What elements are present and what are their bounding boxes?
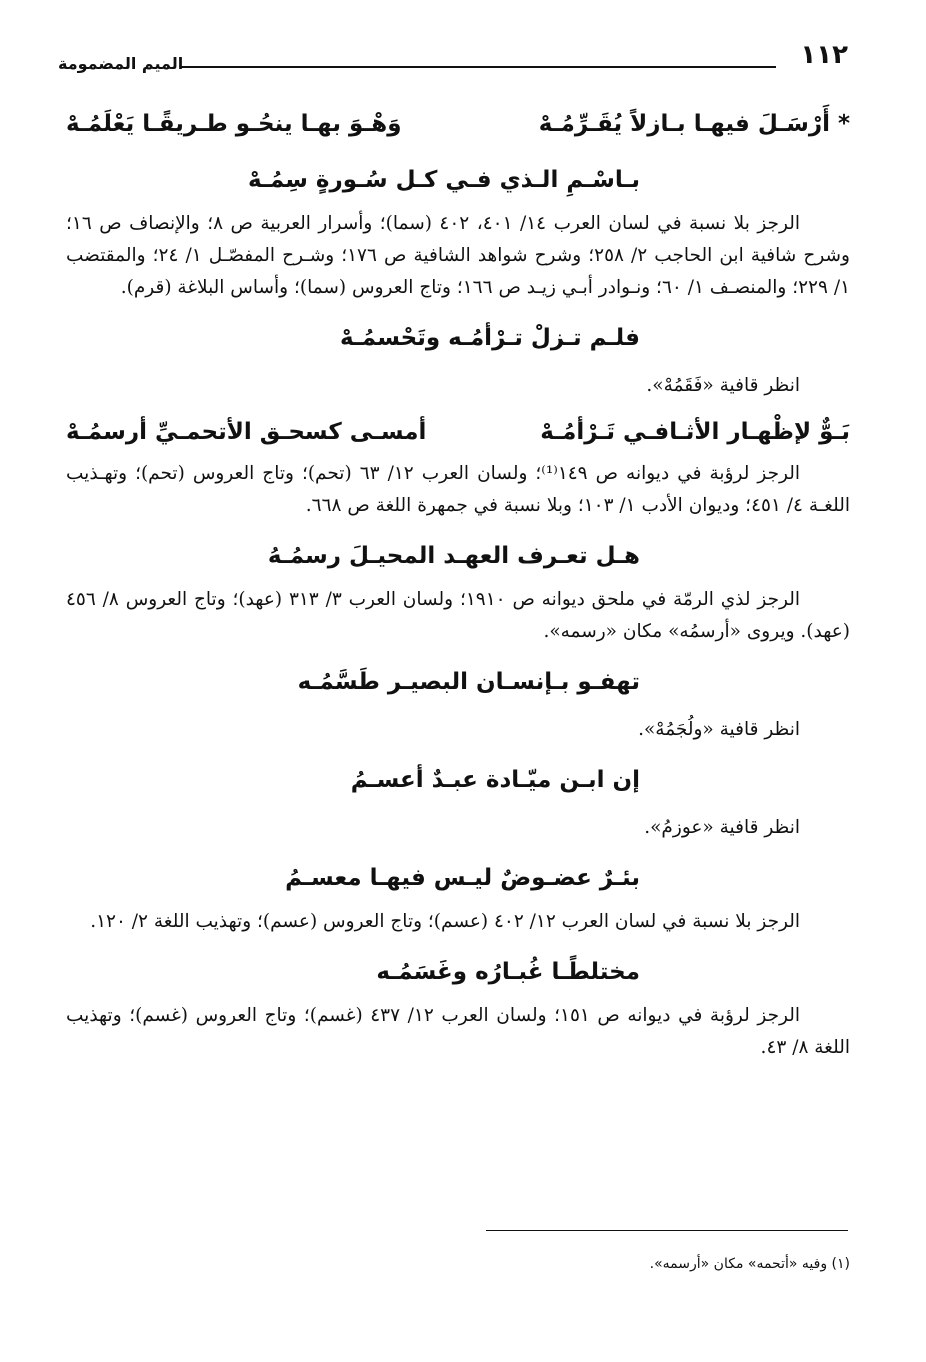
page-number: ١١٢	[800, 40, 848, 70]
page-content	[66, 102, 850, 1064]
hemistich-left: وَهْـوَ بهـا ينحُـو طـريقًـا يَعْلَمُـهْ	[66, 111, 402, 137]
verse-line	[66, 102, 850, 146]
entry	[66, 410, 850, 522]
commentary: انظر قافية «ولُجَمُهْ».	[638, 719, 800, 740]
entry	[66, 660, 850, 746]
commentary: الرجز بلا نسبة في لسان العرب ١٤/ ٤٠١، ٤٠٢ (سما)؛ وأسرار العربية ص ٨؛ والإنصاف ص ١٦؛ وشرح شافية ابن الحاجب ٢/ ٢٥٨؛ وشرح شواهد الشافية ص ١٧٦؛ وشـرح المفصّـل ١/ ٢٤؛ والمقتضب ١/ ٢٢٩؛ والمنصـف ١/ ٦٠؛ ونـوادر أبـي زيـد ص ١٦٦؛ وتاج العروس (سما)؛ وأساس البلاغة (قرم).	[66, 213, 850, 298]
commentary: الرجز بلا نسبة في لسان العرب ١٢/ ٤٠٢ (عسم)؛ وتاج العروس (عسم)؛ وتهذيب اللغة ٢/ ١٢٠.	[90, 911, 800, 932]
entry	[66, 758, 850, 844]
page-header	[58, 40, 848, 80]
commentary: الرجز لرؤبة في ديوانه ص ١٥١؛ ولسان العرب ١٢/ ٤٣٧ (غسم)؛ وتاج العروس (غسم)؛ وتهذيب اللغة ٨/ ٤٣.	[66, 1005, 850, 1058]
commentary: الرجز لذي الرمّة في ملحق ديوانه ص ١٩١٠؛ ولسان العرب ٣/ ٣١٣ (عهد)؛ وتاج العروس ٨/ ٤٥٦ (عهد). ويروى «أرسمُه» مكان «رسمه».	[66, 589, 850, 642]
verse-line: مختلطًـا غُبـارُه وغَسَمُـه	[376, 959, 640, 985]
running-head: الميم المضمومة	[58, 54, 184, 73]
verse-line: بئـرٌ عضـوضٌ ليـس فيهـا معسـمُ	[285, 865, 640, 891]
hemistich-left: أمسـى كسحـق الأتحمـيِّ أرسمُـهْ	[66, 419, 427, 445]
verse-line: تهفـو بـإنسـان البصيـر طَسَّمُـه	[297, 669, 640, 695]
commentary: الرجز لرؤبة في ديوانه ص ١٤٩⁽¹⁾؛ ولسان العرب ١٢/ ٦٣ (تحم)؛ وتاج العروس (تحم)؛ وتهـذيب اللغـة ٤/ ٤٥١؛ وديوان الأدب ١/ ١٠٣؛ وبلا نسبة في جمهرة اللغة ص ٦٦٨.	[66, 463, 850, 516]
entry	[66, 534, 850, 648]
footnote-rule	[486, 1230, 848, 1231]
hemistich-right: بَـوٌّ لإظْهـار الأثـافـي تَـرْأمُـهْ	[540, 419, 850, 445]
verse-line: إن ابـن ميّـادة عبـدٌ أعسـمُ	[350, 767, 640, 793]
hemistich-right: * أَرْسَـلَ فيهـا بـازلاً يُقَـرِّمُـهْ	[538, 111, 850, 137]
entry	[66, 856, 850, 938]
footnote: (١) وفيه «أتحمه» مكان «أرسمه».	[649, 1256, 850, 1272]
verse-line	[66, 410, 850, 454]
commentary: انظر قافية «عوزمُ».	[644, 817, 800, 838]
entry	[66, 950, 850, 1064]
verse-line: بـاسْـمِ الـذي فـي كـل سُـورةٍ سِمُـهْ	[248, 167, 640, 193]
entry	[66, 102, 850, 304]
header-rule	[180, 66, 776, 68]
entry	[66, 316, 850, 402]
commentary: انظر قافية «فَقَمُهْ».	[646, 375, 800, 396]
verse-line: فلـم تـزلْ تـرْأمُـه وتَحْسمُـهْ	[339, 325, 640, 351]
verse-line: هـل تعـرف العهـد المحيـلَ رسمُـهُ	[267, 543, 640, 569]
